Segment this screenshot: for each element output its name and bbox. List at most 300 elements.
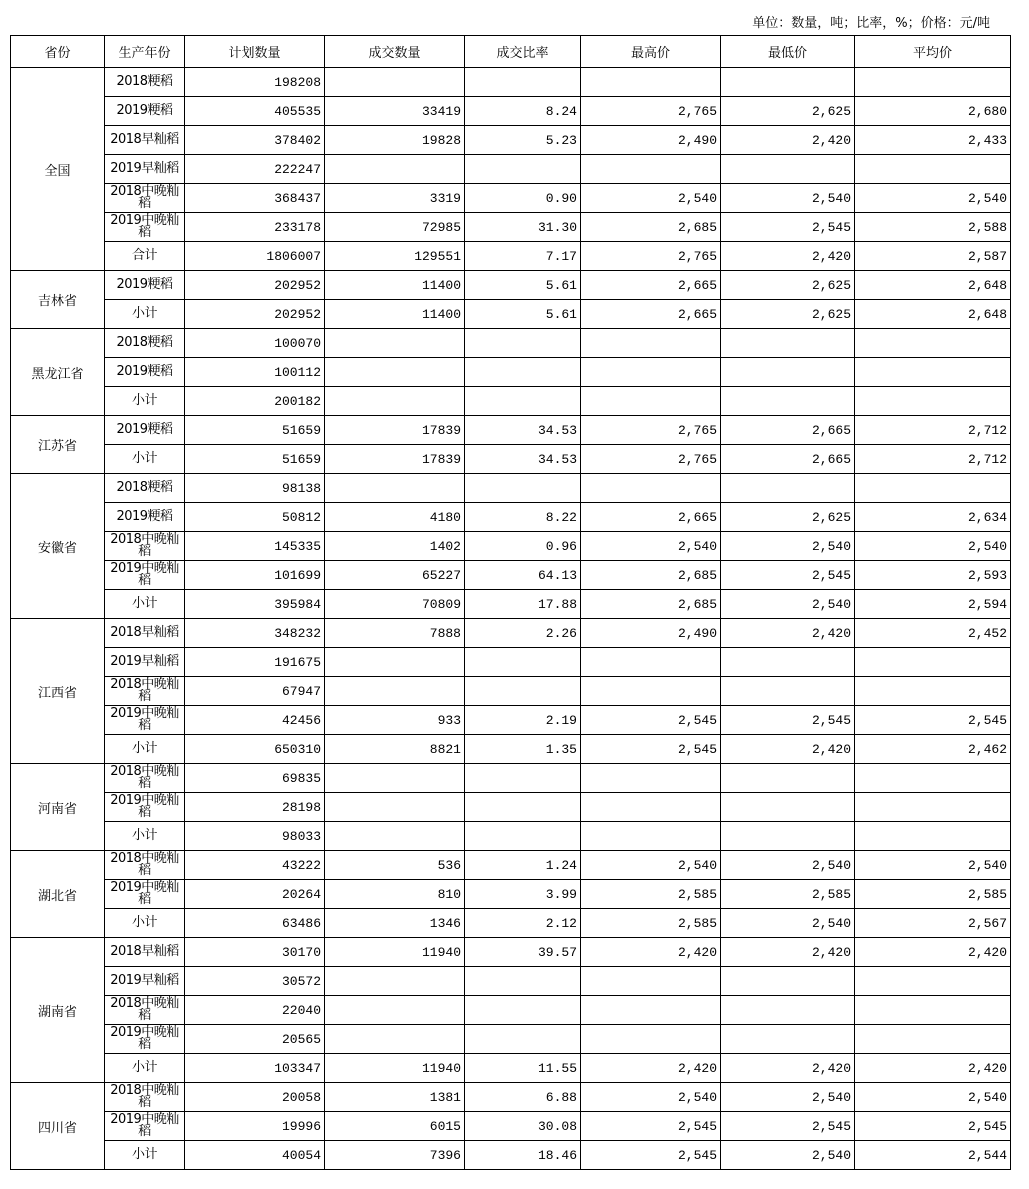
traded-cell: 1346 xyxy=(325,909,465,938)
avg-price-cell xyxy=(855,822,1011,851)
avg-price-cell xyxy=(855,793,1011,822)
province-cell: 吉林省 xyxy=(11,271,105,329)
year-cell: 2019中晚籼稻 xyxy=(105,706,185,735)
traded-cell xyxy=(325,474,465,503)
max-price-cell xyxy=(581,474,721,503)
traded-cell: 536 xyxy=(325,851,465,880)
avg-price-cell xyxy=(855,764,1011,793)
ratio-cell: 2.26 xyxy=(465,619,581,648)
table-row xyxy=(11,474,1011,503)
max-price-cell xyxy=(581,155,721,184)
year-cell: 2018中晚籼稻 xyxy=(105,677,185,706)
min-price-cell xyxy=(721,68,855,97)
min-price-cell xyxy=(721,996,855,1025)
province-cell: 湖南省 xyxy=(11,938,105,1083)
ratio-cell xyxy=(465,1025,581,1054)
planned-cell: 22040 xyxy=(185,996,325,1025)
planned-cell: 20565 xyxy=(185,1025,325,1054)
planned-cell: 98138 xyxy=(185,474,325,503)
planned-cell: 50812 xyxy=(185,503,325,532)
year-cell: 2018粳稻 xyxy=(105,474,185,503)
planned-cell: 30170 xyxy=(185,938,325,967)
min-price-cell: 2,540 xyxy=(721,184,855,213)
table-row xyxy=(11,619,1011,648)
planned-cell: 67947 xyxy=(185,677,325,706)
max-price-cell xyxy=(581,764,721,793)
province-cell: 黑龙江省 xyxy=(11,329,105,416)
traded-cell: 11940 xyxy=(325,1054,465,1083)
header-planned: 计划数量 xyxy=(185,36,325,68)
max-price-cell: 2,540 xyxy=(581,184,721,213)
table-row xyxy=(11,793,1011,822)
max-price-cell: 2,765 xyxy=(581,97,721,126)
min-price-cell: 2,420 xyxy=(721,735,855,764)
planned-cell: 191675 xyxy=(185,648,325,677)
min-price-cell xyxy=(721,1025,855,1054)
max-price-cell xyxy=(581,793,721,822)
planned-cell: 30572 xyxy=(185,967,325,996)
max-price-cell: 2,765 xyxy=(581,416,721,445)
traded-cell: 3319 xyxy=(325,184,465,213)
planned-cell: 650310 xyxy=(185,735,325,764)
year-cell: 2019中晚籼稻 xyxy=(105,1112,185,1141)
ratio-cell xyxy=(465,677,581,706)
ratio-cell: 5.61 xyxy=(465,271,581,300)
avg-price-cell: 2,462 xyxy=(855,735,1011,764)
table-row xyxy=(11,764,1011,793)
ratio-cell xyxy=(465,68,581,97)
planned-cell: 43222 xyxy=(185,851,325,880)
max-price-cell xyxy=(581,967,721,996)
table-row xyxy=(11,358,1011,387)
min-price-cell: 2,585 xyxy=(721,880,855,909)
table-row xyxy=(11,213,1011,242)
header-ratio: 成交比率 xyxy=(465,36,581,68)
header-traded: 成交数量 xyxy=(325,36,465,68)
avg-price-cell xyxy=(855,68,1011,97)
year-cell: 2018中晚籼稻 xyxy=(105,532,185,561)
planned-cell: 20264 xyxy=(185,880,325,909)
max-price-cell: 2,545 xyxy=(581,735,721,764)
avg-price-cell: 2,420 xyxy=(855,1054,1011,1083)
traded-cell xyxy=(325,764,465,793)
ratio-cell: 18.46 xyxy=(465,1141,581,1170)
ratio-cell: 11.55 xyxy=(465,1054,581,1083)
min-price-cell: 2,420 xyxy=(721,1054,855,1083)
min-price-cell: 2,420 xyxy=(721,126,855,155)
avg-price-cell: 2,544 xyxy=(855,1141,1011,1170)
avg-price-cell: 2,540 xyxy=(855,1083,1011,1112)
avg-price-cell xyxy=(855,996,1011,1025)
table-row xyxy=(11,387,1011,416)
ratio-cell: 5.61 xyxy=(465,300,581,329)
ratio-cell: 6.88 xyxy=(465,1083,581,1112)
avg-price-cell xyxy=(855,474,1011,503)
year-cell: 2018粳稻 xyxy=(105,329,185,358)
ratio-cell: 3.99 xyxy=(465,880,581,909)
min-price-cell: 2,420 xyxy=(721,619,855,648)
year-cell: 小计 xyxy=(105,909,185,938)
max-price-cell xyxy=(581,387,721,416)
ratio-cell: 31.30 xyxy=(465,213,581,242)
year-cell: 2019粳稻 xyxy=(105,416,185,445)
avg-price-cell: 2,648 xyxy=(855,300,1011,329)
traded-cell: 11940 xyxy=(325,938,465,967)
table-row xyxy=(11,967,1011,996)
year-cell: 小计 xyxy=(105,822,185,851)
avg-price-cell xyxy=(855,967,1011,996)
unit-note: 单位：数量，吨；比率，%；价格：元/吨 xyxy=(752,16,990,31)
header-avg-price: 平均价 xyxy=(855,36,1011,68)
table-row xyxy=(11,242,1011,271)
year-cell: 小计 xyxy=(105,1141,185,1170)
avg-price-cell xyxy=(855,1025,1011,1054)
min-price-cell xyxy=(721,329,855,358)
max-price-cell: 2,685 xyxy=(581,213,721,242)
table-row xyxy=(11,1025,1011,1054)
traded-cell: 7396 xyxy=(325,1141,465,1170)
traded-cell xyxy=(325,648,465,677)
table-row xyxy=(11,938,1011,967)
traded-cell: 129551 xyxy=(325,242,465,271)
avg-price-cell xyxy=(855,329,1011,358)
year-cell: 2019早籼稻 xyxy=(105,648,185,677)
planned-cell: 19996 xyxy=(185,1112,325,1141)
planned-cell: 198208 xyxy=(185,68,325,97)
max-price-cell: 2,545 xyxy=(581,706,721,735)
traded-cell: 17839 xyxy=(325,445,465,474)
table-row xyxy=(11,416,1011,445)
planned-cell: 98033 xyxy=(185,822,325,851)
min-price-cell: 2,540 xyxy=(721,1083,855,1112)
ratio-cell: 2.12 xyxy=(465,909,581,938)
table-row xyxy=(11,880,1011,909)
province-cell: 湖北省 xyxy=(11,851,105,938)
table-row xyxy=(11,648,1011,677)
max-price-cell: 2,545 xyxy=(581,1141,721,1170)
planned-cell: 1806007 xyxy=(185,242,325,271)
table-row xyxy=(11,329,1011,358)
traded-cell xyxy=(325,1025,465,1054)
min-price-cell: 2,545 xyxy=(721,706,855,735)
traded-cell: 17839 xyxy=(325,416,465,445)
min-price-cell: 2,625 xyxy=(721,503,855,532)
traded-cell xyxy=(325,358,465,387)
table-row xyxy=(11,532,1011,561)
year-cell: 2019中晚籼稻 xyxy=(105,561,185,590)
avg-price-cell: 2,587 xyxy=(855,242,1011,271)
max-price-cell: 2,665 xyxy=(581,503,721,532)
year-cell: 2018早籼稻 xyxy=(105,619,185,648)
rice-auction-table xyxy=(10,35,1011,1170)
table-row xyxy=(11,677,1011,706)
min-price-cell xyxy=(721,967,855,996)
traded-cell xyxy=(325,793,465,822)
traded-cell: 933 xyxy=(325,706,465,735)
traded-cell: 19828 xyxy=(325,126,465,155)
table-row xyxy=(11,851,1011,880)
ratio-cell xyxy=(465,358,581,387)
min-price-cell: 2,625 xyxy=(721,97,855,126)
min-price-cell xyxy=(721,648,855,677)
province-cell: 河南省 xyxy=(11,764,105,851)
table-row xyxy=(11,706,1011,735)
ratio-cell: 64.13 xyxy=(465,561,581,590)
table-row xyxy=(11,996,1011,1025)
min-price-cell: 2,625 xyxy=(721,271,855,300)
avg-price-cell xyxy=(855,387,1011,416)
header-min-price: 最低价 xyxy=(721,36,855,68)
year-cell: 2018早籼稻 xyxy=(105,938,185,967)
min-price-cell: 2,540 xyxy=(721,1141,855,1170)
min-price-cell xyxy=(721,793,855,822)
year-cell: 2019粳稻 xyxy=(105,358,185,387)
avg-price-cell: 2,540 xyxy=(855,184,1011,213)
traded-cell xyxy=(325,996,465,1025)
traded-cell: 6015 xyxy=(325,1112,465,1141)
traded-cell xyxy=(325,68,465,97)
traded-cell xyxy=(325,155,465,184)
ratio-cell xyxy=(465,967,581,996)
year-cell: 2019中晚籼稻 xyxy=(105,1025,185,1054)
min-price-cell: 2,545 xyxy=(721,1112,855,1141)
planned-cell: 368437 xyxy=(185,184,325,213)
ratio-cell: 17.88 xyxy=(465,590,581,619)
ratio-cell xyxy=(465,648,581,677)
ratio-cell: 1.35 xyxy=(465,735,581,764)
ratio-cell xyxy=(465,793,581,822)
year-cell: 2019中晚籼稻 xyxy=(105,880,185,909)
traded-cell xyxy=(325,822,465,851)
year-cell: 合计 xyxy=(105,242,185,271)
avg-price-cell: 2,648 xyxy=(855,271,1011,300)
planned-cell: 100112 xyxy=(185,358,325,387)
max-price-cell: 2,765 xyxy=(581,445,721,474)
planned-cell: 395984 xyxy=(185,590,325,619)
avg-price-cell xyxy=(855,155,1011,184)
traded-cell: 810 xyxy=(325,880,465,909)
max-price-cell: 2,420 xyxy=(581,1054,721,1083)
ratio-cell: 1.24 xyxy=(465,851,581,880)
max-price-cell: 2,685 xyxy=(581,561,721,590)
planned-cell: 233178 xyxy=(185,213,325,242)
traded-cell: 70809 xyxy=(325,590,465,619)
ratio-cell: 39.57 xyxy=(465,938,581,967)
planned-cell: 348232 xyxy=(185,619,325,648)
ratio-cell xyxy=(465,996,581,1025)
planned-cell: 202952 xyxy=(185,271,325,300)
ratio-cell xyxy=(465,329,581,358)
table-row xyxy=(11,126,1011,155)
table-row xyxy=(11,155,1011,184)
table-row xyxy=(11,97,1011,126)
avg-price-cell xyxy=(855,677,1011,706)
planned-cell: 378402 xyxy=(185,126,325,155)
traded-cell: 4180 xyxy=(325,503,465,532)
min-price-cell xyxy=(721,764,855,793)
year-cell: 小计 xyxy=(105,1054,185,1083)
header-row xyxy=(11,36,1011,68)
min-price-cell: 2,665 xyxy=(721,416,855,445)
avg-price-cell: 2,420 xyxy=(855,938,1011,967)
max-price-cell xyxy=(581,68,721,97)
planned-cell: 51659 xyxy=(185,416,325,445)
avg-price-cell xyxy=(855,358,1011,387)
year-cell: 2019粳稻 xyxy=(105,271,185,300)
min-price-cell: 2,540 xyxy=(721,590,855,619)
traded-cell: 7888 xyxy=(325,619,465,648)
min-price-cell: 2,665 xyxy=(721,445,855,474)
year-cell: 2019中晚籼稻 xyxy=(105,213,185,242)
planned-cell: 69835 xyxy=(185,764,325,793)
table-row xyxy=(11,271,1011,300)
min-price-cell xyxy=(721,474,855,503)
table-row xyxy=(11,445,1011,474)
header-province: 省份 xyxy=(11,36,105,68)
avg-price-cell xyxy=(855,648,1011,677)
min-price-cell xyxy=(721,155,855,184)
ratio-cell: 5.23 xyxy=(465,126,581,155)
max-price-cell xyxy=(581,358,721,387)
year-cell: 2018早籼稻 xyxy=(105,126,185,155)
table-row xyxy=(11,1112,1011,1141)
avg-price-cell: 2,545 xyxy=(855,1112,1011,1141)
traded-cell xyxy=(325,329,465,358)
max-price-cell: 2,685 xyxy=(581,590,721,619)
avg-price-cell: 2,594 xyxy=(855,590,1011,619)
avg-price-cell: 2,433 xyxy=(855,126,1011,155)
max-price-cell xyxy=(581,1025,721,1054)
year-cell: 小计 xyxy=(105,387,185,416)
min-price-cell: 2,420 xyxy=(721,938,855,967)
max-price-cell: 2,540 xyxy=(581,532,721,561)
planned-cell: 63486 xyxy=(185,909,325,938)
min-price-cell: 2,625 xyxy=(721,300,855,329)
min-price-cell: 2,420 xyxy=(721,242,855,271)
traded-cell: 11400 xyxy=(325,271,465,300)
traded-cell: 11400 xyxy=(325,300,465,329)
ratio-cell: 0.96 xyxy=(465,532,581,561)
max-price-cell: 2,420 xyxy=(581,938,721,967)
table-row xyxy=(11,822,1011,851)
year-cell: 2018中晚籼稻 xyxy=(105,996,185,1025)
table-row xyxy=(11,590,1011,619)
header-year: 生产年份 xyxy=(105,36,185,68)
max-price-cell xyxy=(581,996,721,1025)
year-cell: 2019早籼稻 xyxy=(105,155,185,184)
min-price-cell xyxy=(721,677,855,706)
avg-price-cell: 2,588 xyxy=(855,213,1011,242)
year-cell: 小计 xyxy=(105,300,185,329)
ratio-cell xyxy=(465,155,581,184)
planned-cell: 100070 xyxy=(185,329,325,358)
traded-cell: 65227 xyxy=(325,561,465,590)
planned-cell: 145335 xyxy=(185,532,325,561)
year-cell: 小计 xyxy=(105,445,185,474)
min-price-cell: 2,545 xyxy=(721,561,855,590)
table-row xyxy=(11,300,1011,329)
year-cell: 2018中晚籼稻 xyxy=(105,851,185,880)
year-cell: 小计 xyxy=(105,735,185,764)
planned-cell: 222247 xyxy=(185,155,325,184)
max-price-cell: 2,665 xyxy=(581,271,721,300)
avg-price-cell: 2,452 xyxy=(855,619,1011,648)
planned-cell: 200182 xyxy=(185,387,325,416)
avg-price-cell: 2,712 xyxy=(855,416,1011,445)
ratio-cell: 2.19 xyxy=(465,706,581,735)
traded-cell: 1381 xyxy=(325,1083,465,1112)
min-price-cell xyxy=(721,358,855,387)
max-price-cell: 2,585 xyxy=(581,880,721,909)
max-price-cell xyxy=(581,677,721,706)
min-price-cell xyxy=(721,387,855,416)
ratio-cell: 34.53 xyxy=(465,445,581,474)
ratio-cell: 8.24 xyxy=(465,97,581,126)
table-row xyxy=(11,735,1011,764)
table-row xyxy=(11,909,1011,938)
min-price-cell xyxy=(721,822,855,851)
avg-price-cell: 2,540 xyxy=(855,851,1011,880)
province-cell: 四川省 xyxy=(11,1083,105,1170)
ratio-cell xyxy=(465,764,581,793)
min-price-cell: 2,540 xyxy=(721,851,855,880)
province-cell: 全国 xyxy=(11,68,105,271)
avg-price-cell: 2,540 xyxy=(855,532,1011,561)
traded-cell: 8821 xyxy=(325,735,465,764)
avg-price-cell: 2,634 xyxy=(855,503,1011,532)
traded-cell: 72985 xyxy=(325,213,465,242)
traded-cell xyxy=(325,967,465,996)
planned-cell: 28198 xyxy=(185,793,325,822)
avg-price-cell: 2,593 xyxy=(855,561,1011,590)
ratio-cell xyxy=(465,387,581,416)
planned-cell: 405535 xyxy=(185,97,325,126)
ratio-cell: 0.90 xyxy=(465,184,581,213)
min-price-cell: 2,540 xyxy=(721,532,855,561)
max-price-cell: 2,765 xyxy=(581,242,721,271)
table-row xyxy=(11,1054,1011,1083)
avg-price-cell: 2,545 xyxy=(855,706,1011,735)
province-cell: 安徽省 xyxy=(11,474,105,619)
year-cell: 2019中晚籼稻 xyxy=(105,793,185,822)
ratio-cell: 30.08 xyxy=(465,1112,581,1141)
traded-cell: 1402 xyxy=(325,532,465,561)
ratio-cell xyxy=(465,474,581,503)
max-price-cell xyxy=(581,648,721,677)
planned-cell: 40054 xyxy=(185,1141,325,1170)
year-cell: 2018粳稻 xyxy=(105,68,185,97)
ratio-cell xyxy=(465,822,581,851)
ratio-cell: 8.22 xyxy=(465,503,581,532)
avg-price-cell: 2,680 xyxy=(855,97,1011,126)
traded-cell xyxy=(325,387,465,416)
planned-cell: 101699 xyxy=(185,561,325,590)
max-price-cell: 2,540 xyxy=(581,851,721,880)
province-cell: 江苏省 xyxy=(11,416,105,474)
min-price-cell: 2,540 xyxy=(721,909,855,938)
year-cell: 2018中晚籼稻 xyxy=(105,764,185,793)
planned-cell: 20058 xyxy=(185,1083,325,1112)
header-max-price: 最高价 xyxy=(581,36,721,68)
year-cell: 小计 xyxy=(105,590,185,619)
table-row xyxy=(11,184,1011,213)
avg-price-cell: 2,585 xyxy=(855,880,1011,909)
min-price-cell: 2,545 xyxy=(721,213,855,242)
table-row xyxy=(11,68,1011,97)
ratio-cell: 34.53 xyxy=(465,416,581,445)
year-cell: 2018中晚籼稻 xyxy=(105,1083,185,1112)
max-price-cell: 2,665 xyxy=(581,300,721,329)
